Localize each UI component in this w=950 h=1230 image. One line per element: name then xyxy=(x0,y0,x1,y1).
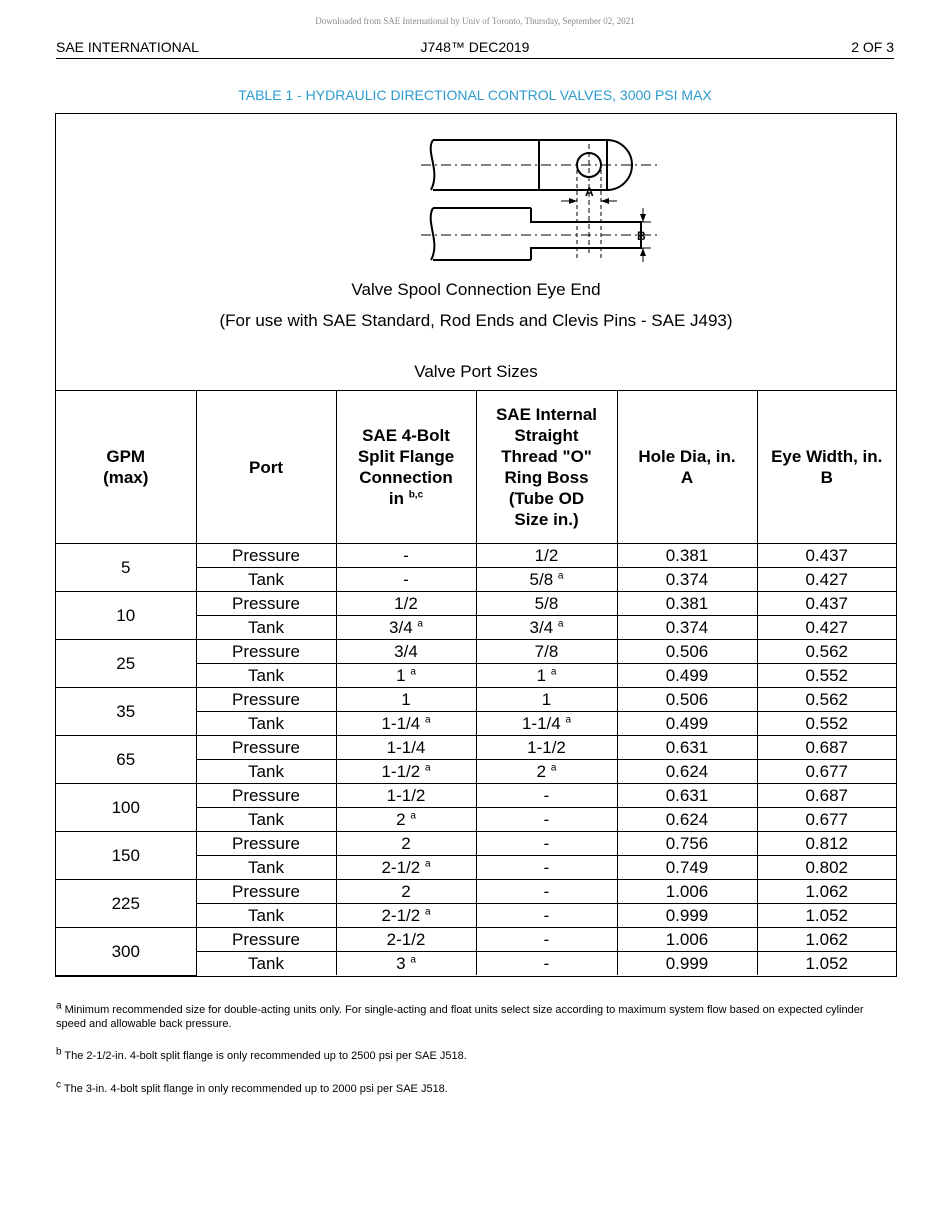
hole-dia-cell: 1.006 xyxy=(617,880,757,904)
eye-width-cell: 0.427 xyxy=(757,616,896,640)
hole-dia-cell: 0.506 xyxy=(617,688,757,712)
flange-cell: 2-1/2 xyxy=(336,928,476,952)
table-row xyxy=(56,880,896,904)
thread-cell: 5/8 $^a$ xyxy=(476,568,617,592)
eye-width-cell: 1.062 xyxy=(757,928,896,952)
page-header xyxy=(56,38,894,59)
table-row xyxy=(56,736,896,760)
eye-width-cell: 0.562 xyxy=(757,640,896,664)
flange-cell: 2-1/2 $^a$ xyxy=(336,904,476,928)
gpm-cell: 150 xyxy=(56,832,196,880)
flange-cell: 1/2 xyxy=(336,592,476,616)
port-cell: Tank xyxy=(196,664,336,688)
thread-cell: 1 xyxy=(476,688,617,712)
eye-width-cell: 1.052 xyxy=(757,904,896,928)
table-row xyxy=(56,832,896,856)
header-flange: SAE 4-Bolt Split Flange Connection in $^{b,c}$ xyxy=(336,391,476,544)
port-cell: Tank xyxy=(196,856,336,880)
figure-caption-title: Valve Spool Connection Eye End xyxy=(351,280,601,299)
thread-cell: - xyxy=(476,880,617,904)
flange-cell: 2-1/2 $^a$ xyxy=(336,856,476,880)
port-cell: Pressure xyxy=(196,880,336,904)
eye-width-cell: 0.427 xyxy=(757,568,896,592)
dimension-label-a: A xyxy=(585,185,594,199)
thread-cell: - xyxy=(476,952,617,976)
port-cell: Pressure xyxy=(196,832,336,856)
flange-cell: 2 $^a$ xyxy=(336,808,476,832)
port-cell: Pressure xyxy=(196,736,336,760)
gpm-cell: 225 xyxy=(56,880,196,928)
hole-dia-cell: 0.631 xyxy=(617,784,757,808)
thread-cell: 1-1/4 $^a$ xyxy=(476,712,617,736)
eye-width-cell: 0.677 xyxy=(757,808,896,832)
valve-table xyxy=(55,113,897,977)
figure-section xyxy=(56,114,896,391)
footnote-a: $^a$ Minimum recommended size for double-acting units only. For single-acting and float units select size according to maximum system flow based on expected cylinder speed and allowable back pressure. xyxy=(56,1000,864,1030)
hole-dia-cell: 0.381 xyxy=(617,592,757,616)
port-cell: Tank xyxy=(196,904,336,928)
hole-dia-cell: 0.374 xyxy=(617,616,757,640)
hole-dia-cell: 0.756 xyxy=(617,832,757,856)
header-page-number: 2 OF 3 xyxy=(851,39,894,55)
flange-cell: 3 $^a$ xyxy=(336,952,476,976)
table-header-row xyxy=(56,391,896,544)
spool-eye-drawing xyxy=(421,130,661,270)
header-eye-width: Eye Width, in. B xyxy=(757,391,896,544)
gpm-cell: 10 xyxy=(56,592,196,640)
table-row xyxy=(56,544,896,568)
port-cell: Tank xyxy=(196,808,336,832)
hole-dia-cell: 0.631 xyxy=(617,736,757,760)
flange-cell: 1-1/2 $^a$ xyxy=(336,760,476,784)
port-size-table xyxy=(56,391,896,976)
gpm-cell: 100 xyxy=(56,784,196,832)
table-row xyxy=(56,592,896,616)
eye-width-cell: 0.812 xyxy=(757,832,896,856)
eye-width-cell: 0.687 xyxy=(757,736,896,760)
flange-cell: 2 xyxy=(336,880,476,904)
hole-dia-cell: 0.499 xyxy=(617,664,757,688)
table-row xyxy=(56,640,896,664)
gpm-cell: 65 xyxy=(56,736,196,784)
eye-width-cell: 0.677 xyxy=(757,760,896,784)
port-cell: Pressure xyxy=(196,544,336,568)
thread-cell: 3/4 $^a$ xyxy=(476,616,617,640)
table-row xyxy=(56,928,896,952)
flange-cell: 1-1/4 xyxy=(336,736,476,760)
port-cell: Tank xyxy=(196,616,336,640)
flange-cell: 1 $^a$ xyxy=(336,664,476,688)
eye-width-cell: 0.437 xyxy=(757,592,896,616)
eye-width-cell: 1.052 xyxy=(757,952,896,976)
dimension-label-b: B xyxy=(637,229,646,243)
header-gpm: GPM (max) xyxy=(56,391,196,544)
port-cell: Pressure xyxy=(196,688,336,712)
header-port: Port xyxy=(196,391,336,544)
hole-dia-cell: 0.381 xyxy=(617,544,757,568)
thread-cell: - xyxy=(476,904,617,928)
thread-cell: - xyxy=(476,832,617,856)
thread-cell: - xyxy=(476,856,617,880)
eye-width-cell: 1.062 xyxy=(757,880,896,904)
flange-cell: 3/4 xyxy=(336,640,476,664)
download-watermark: Downloaded from SAE International by Univ of Toronto, Thursday, September 02, 2021 xyxy=(315,16,635,26)
eye-width-cell: 0.802 xyxy=(757,856,896,880)
port-cell: Tank xyxy=(196,712,336,736)
header-thread: SAE Internal Straight Thread "O" Ring Boss (Tube OD Size in.) xyxy=(476,391,617,544)
gpm-cell: 25 xyxy=(56,640,196,688)
flange-cell: - xyxy=(336,544,476,568)
flange-cell: 1-1/2 xyxy=(336,784,476,808)
header-organization: SAE INTERNATIONAL xyxy=(56,39,199,55)
gpm-cell: 35 xyxy=(56,688,196,736)
footnote-b: $^b$ The 2-1/2-in. 4-bolt split flange is only recommended up to 2500 psi per SAE J518. xyxy=(56,1046,467,1062)
flange-cell: - xyxy=(336,568,476,592)
gpm-cell: 300 xyxy=(56,928,196,976)
header-document-id: J748™ DEC2019 xyxy=(420,39,530,55)
hole-dia-cell: 1.006 xyxy=(617,928,757,952)
eye-width-cell: 0.552 xyxy=(757,712,896,736)
hole-dia-cell: 0.999 xyxy=(617,952,757,976)
thread-cell: 2 $^a$ xyxy=(476,760,617,784)
flange-cell: 1 xyxy=(336,688,476,712)
hole-dia-cell: 0.624 xyxy=(617,760,757,784)
port-cell: Tank xyxy=(196,568,336,592)
figure-caption-port-sizes: Valve Port Sizes xyxy=(414,362,538,381)
port-cell: Pressure xyxy=(196,592,336,616)
thread-cell: 1/2 xyxy=(476,544,617,568)
port-cell: Pressure xyxy=(196,928,336,952)
eye-width-cell: 0.687 xyxy=(757,784,896,808)
port-cell: Tank xyxy=(196,760,336,784)
flange-cell: 3/4 $^a$ xyxy=(336,616,476,640)
hole-dia-cell: 0.506 xyxy=(617,640,757,664)
eye-width-cell: 0.437 xyxy=(757,544,896,568)
hole-dia-cell: 0.499 xyxy=(617,712,757,736)
thread-cell: - xyxy=(476,808,617,832)
thread-cell: 7/8 xyxy=(476,640,617,664)
eye-width-cell: 0.562 xyxy=(757,688,896,712)
table-row xyxy=(56,784,896,808)
thread-cell: 1 $^a$ xyxy=(476,664,617,688)
eye-width-cell: 0.552 xyxy=(757,664,896,688)
thread-cell: 1-1/2 xyxy=(476,736,617,760)
port-cell: Pressure xyxy=(196,784,336,808)
thread-cell: - xyxy=(476,928,617,952)
thread-cell: - xyxy=(476,784,617,808)
hole-dia-cell: 0.999 xyxy=(617,904,757,928)
port-cell: Tank xyxy=(196,952,336,976)
flange-cell: 1-1/4 $^a$ xyxy=(336,712,476,736)
flange-cell: 2 xyxy=(336,832,476,856)
hole-dia-cell: 0.374 xyxy=(617,568,757,592)
header-hole-dia: Hole Dia, in. A xyxy=(617,391,757,544)
gpm-cell: 5 xyxy=(56,544,196,592)
hole-dia-cell: 0.749 xyxy=(617,856,757,880)
thread-cell: 5/8 xyxy=(476,592,617,616)
port-cell: Pressure xyxy=(196,640,336,664)
figure-caption-reference: (For use with SAE Standard, Rod Ends and Clevis Pins - SAE J493) xyxy=(219,311,733,330)
table-row xyxy=(56,688,896,712)
table-title: TABLE 1 - HYDRAULIC DIRECTIONAL CONTROL VALVES, 3000 PSI MAX xyxy=(238,87,712,103)
footnote-c: $^c$ The 3-in. 4-bolt split flange in only recommended up to 2000 psi per SAE J518. xyxy=(56,1079,448,1095)
hole-dia-cell: 0.624 xyxy=(617,808,757,832)
